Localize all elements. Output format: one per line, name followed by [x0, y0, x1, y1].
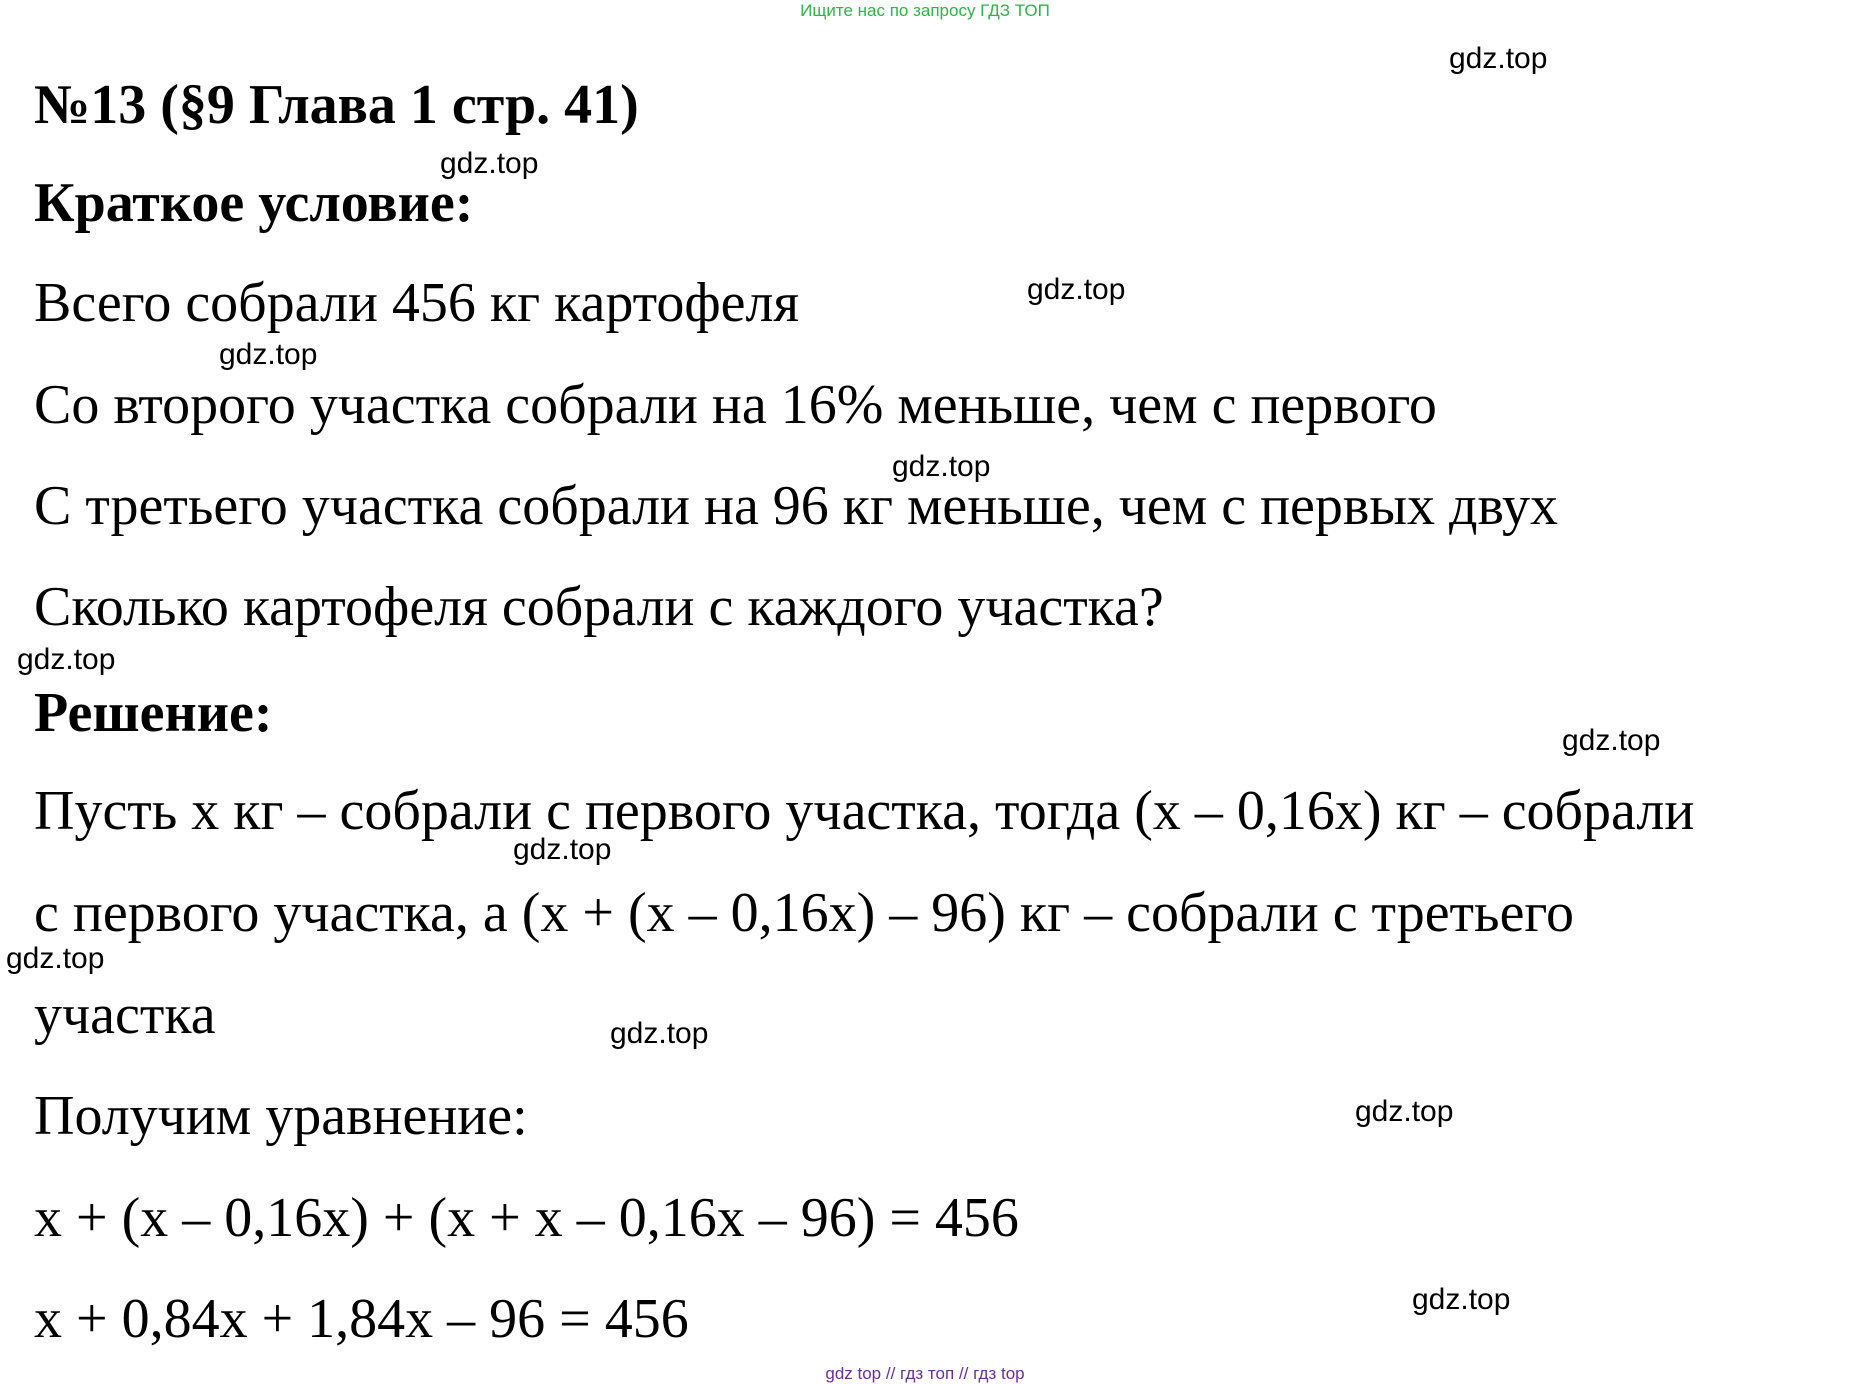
- footer-separator: //: [954, 1364, 974, 1383]
- footer-link-gdz-top-mixed[interactable]: гдз top: [973, 1364, 1025, 1383]
- watermark: gdz.top: [440, 147, 539, 180]
- condition-line-4: Сколько картофеля собрали с каждого участка?: [34, 576, 1164, 638]
- condition-heading: Краткое условие:: [34, 172, 474, 234]
- watermark: gdz.top: [17, 643, 116, 676]
- solution-line-4: Получим уравнение:: [34, 1085, 528, 1147]
- condition-line-2: Со второго участка собрали на 16% меньше, чем с первого: [34, 374, 1437, 436]
- watermark: gdz.top: [513, 833, 612, 866]
- watermark: gdz.top: [1027, 273, 1126, 306]
- solution-heading: Решение:: [34, 682, 273, 744]
- watermark: gdz.top: [1449, 42, 1548, 75]
- watermark: gdz.top: [1412, 1283, 1511, 1316]
- solution-line-2: с первого участка, а (x + (x – 0,16x) – 96) кг – собрали с третьего: [34, 882, 1574, 944]
- watermark: gdz.top: [610, 1017, 709, 1050]
- footer-link-gdz-top[interactable]: gdz top: [825, 1364, 882, 1383]
- footer-separator: //: [881, 1364, 901, 1383]
- equation-line-2: x + 0,84x + 1,84x – 96 = 456: [34, 1288, 689, 1350]
- condition-line-1: Всего собрали 456 кг картофеля: [34, 272, 800, 334]
- footer-links: [0, 1364, 1850, 1384]
- watermark: gdz.top: [1562, 724, 1661, 757]
- watermark: gdz.top: [892, 450, 991, 483]
- footer-link-gdz-top-ru[interactable]: гдз топ: [900, 1364, 955, 1383]
- page-title: №13 (§9 Глава 1 стр. 41): [34, 74, 639, 136]
- solution-line-3: участка: [34, 984, 216, 1046]
- top-banner: Ищите нас по запросу ГДЗ ТОП: [800, 1, 1050, 20]
- watermark: gdz.top: [219, 338, 318, 371]
- watermark: gdz.top: [1355, 1095, 1454, 1128]
- condition-line-3: С третьего участка собрали на 96 кг меньше, чем с первых двух: [34, 475, 1558, 537]
- watermark: gdz.top: [6, 942, 105, 975]
- equation-line-1: x + (x – 0,16x) + (x + x – 0,16x – 96) = 456: [34, 1187, 1019, 1249]
- solution-line-1: Пусть x кг – собрали с первого участка, тогда (x – 0,16x) кг – собрали: [34, 780, 1695, 842]
